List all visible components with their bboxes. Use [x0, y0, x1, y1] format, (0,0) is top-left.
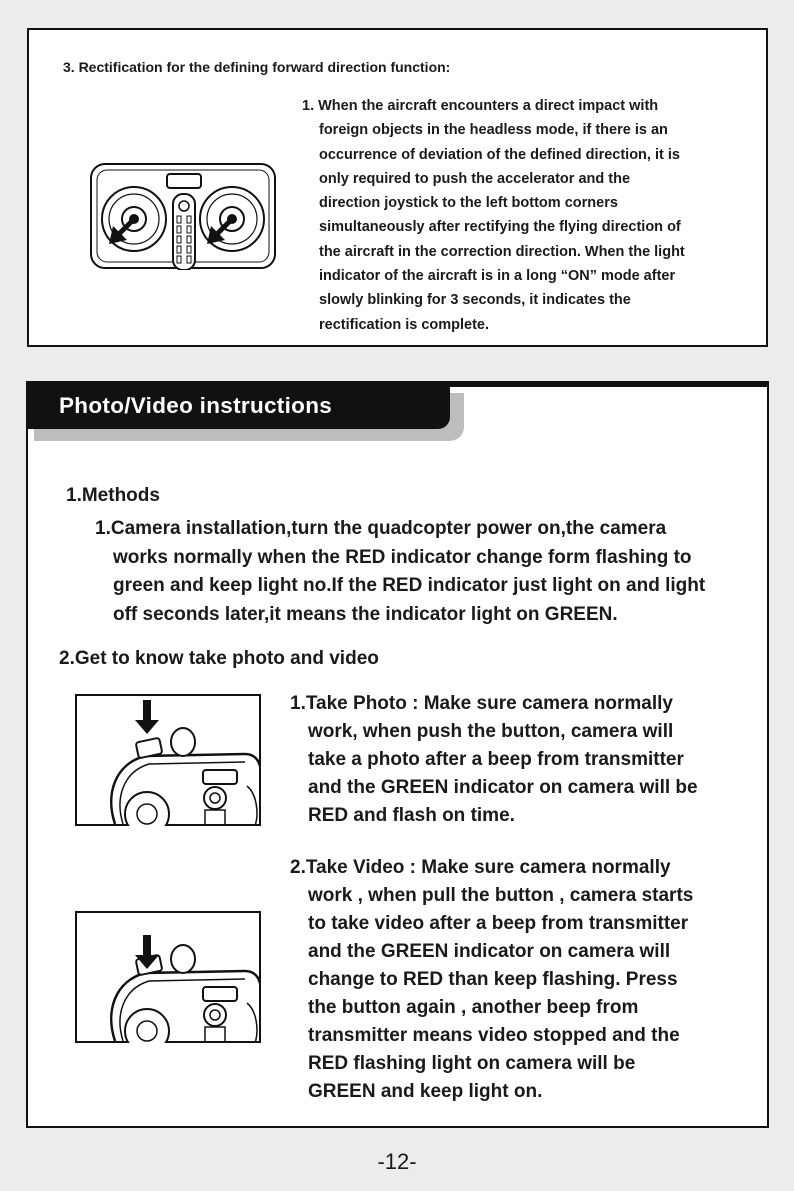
text-line: 1.Take Photo : Make sure camera normally [290, 693, 673, 714]
rectification-text [302, 94, 742, 337]
text-line: GREEN and keep light on. [308, 1081, 543, 1102]
text-line: works normally when the RED indicator change form flashing to [113, 546, 692, 568]
text-line: and the GREEN indicator on camera will be [308, 777, 698, 798]
text-line: indicator of the aircraft is in a long “ON” mode after [319, 268, 676, 285]
methods-text [95, 515, 755, 629]
text-line: foreign objects in the headless mode, if there is an [319, 122, 668, 139]
text-line: direction joystick to the left bottom corners [319, 195, 618, 212]
section-banner [28, 387, 450, 429]
text-line: the button again , another beep from [308, 997, 639, 1018]
text-line: slowly blinking for 3 seconds, it indicates the [319, 292, 631, 309]
text-line: occurrence of deviation of the defined direction, it is [319, 146, 680, 163]
section-heading: 3. Rectification for the defining forward direction function: [63, 59, 451, 75]
text-line: off seconds later,it means the indicator light on GREEN. [113, 603, 618, 625]
take-photo-text [290, 690, 750, 830]
text-line: work, when push the button, camera will [308, 721, 674, 742]
text-line: to take video after a beep from transmitter [308, 913, 689, 934]
know-heading: 2.Get to know take photo and video [59, 648, 379, 669]
text-line: 1.Camera installation,turn the quadcopter power on,the camera [95, 518, 667, 539]
text-line: only required to push the accelerator and the [319, 170, 631, 187]
take-video-text [290, 854, 750, 1106]
photo-video-section [26, 381, 769, 1128]
text-line: rectification is complete. [319, 316, 490, 333]
text-line: green and keep light no.If the RED indicator just light on and light [113, 575, 706, 596]
text-line: change to RED than keep flashing. Press [308, 969, 678, 990]
text-line: the aircraft in the correction direction. When the light [319, 243, 685, 260]
text-line: 2.Take Video : Make sure camera normally [290, 857, 671, 878]
text-line: RED and flash on time. [308, 805, 515, 826]
rectification-section [27, 28, 768, 347]
text-line: simultaneously after rectifying the flying direction of [319, 219, 681, 236]
text-line: 1. When the aircraft encounters a direct impact with [302, 98, 659, 114]
page-number: -12- [377, 1149, 417, 1174]
text-line: and the GREEN indicator on camera will [308, 941, 671, 962]
text-line: work , when pull the button , camera starts [308, 885, 694, 906]
text-line: RED flashing light on camera will be [308, 1053, 636, 1074]
video-button-figure-icon [75, 911, 261, 1043]
methods-heading: 1.Methods [66, 485, 160, 506]
banner-title: Photo/Video instructions [59, 393, 333, 418]
text-line: take a photo after a beep from transmitter [308, 749, 684, 770]
text-line: transmitter means video stopped and the [308, 1025, 680, 1046]
transmitter-joysticks-icon [89, 162, 277, 270]
photo-button-figure-icon [75, 694, 261, 826]
